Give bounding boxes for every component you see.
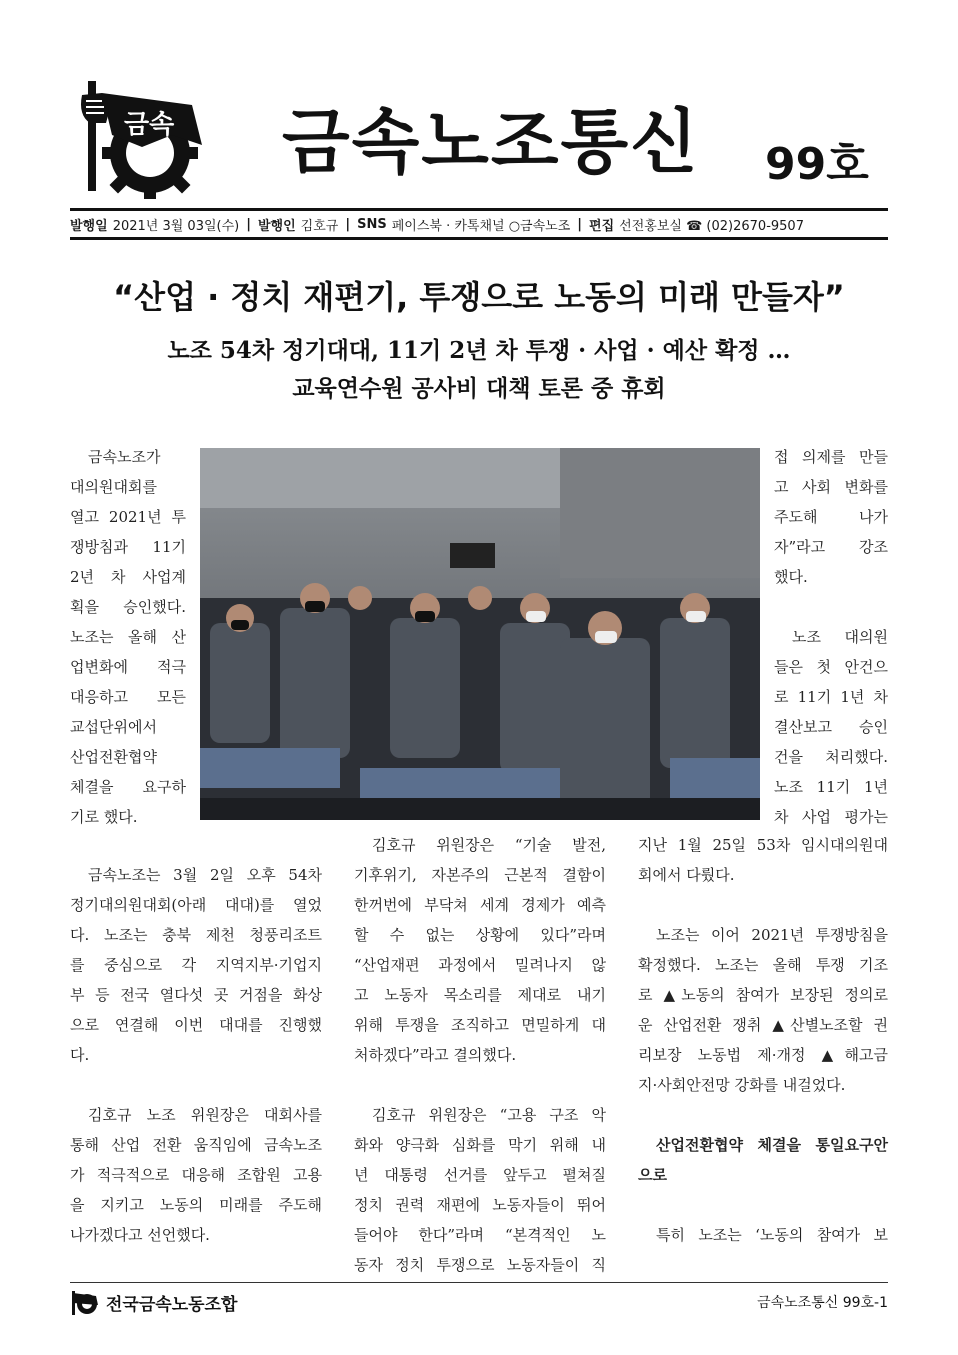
newsletter-title: 금속노조통신 [282, 101, 700, 183]
text-line: 노조 대의원 [792, 628, 888, 646]
column-right-narrow [774, 442, 888, 832]
text-line: 한꺼번에 부닥쳐 세계 경제가 예측 [354, 896, 606, 914]
date-value: 2021년 3월 03일(수) [112, 218, 240, 234]
text-line: 동자 정치 투쟁으로 노동자들이 직 [354, 1256, 606, 1274]
text-line: 고 사회 변화를 [774, 478, 888, 496]
text-line: 확정했다. 노조는 올해 투쟁 기조 [638, 956, 888, 974]
text-line: 노조는 올해 산 [70, 628, 186, 646]
blank-line [354, 1070, 606, 1100]
publisher-value: 김호규 [300, 218, 339, 234]
date-label: 발행일 [70, 218, 108, 234]
text-line: 교섭단위에서 [70, 718, 157, 736]
text-line: 체결을 요구하 [70, 778, 186, 796]
subheadline-2: 교육연수원 공사비 대책 토론 중 휴회 [292, 375, 666, 402]
text-line: 건을 처리했다. [774, 748, 888, 766]
publisher-label: 발행인 [257, 218, 296, 234]
text-line: 처하겠다”라고 결의했다. [354, 1046, 517, 1064]
issue-number: 99호 [765, 139, 869, 190]
text-line: 정치 권력 재편에 노동자들이 뛰어 [354, 1196, 606, 1214]
text-line: 지·사회안전망 강화를 내걸었다. [638, 1076, 846, 1094]
text-line: 가 적극적으로 대응해 조합원 고용 [70, 1166, 322, 1184]
text-line: 부 등 전국 열다섯 곳 거점을 화상 [70, 986, 322, 1004]
column-right-wide [638, 830, 888, 1250]
text-line: 회에서 다뤘다. [638, 866, 735, 884]
text-line: 들은 첫 안건으 [774, 658, 888, 676]
text-line: 지난 1월 25일 53차 임시대의원대 [638, 836, 888, 854]
union-logo-small-icon [70, 1291, 100, 1315]
blank-line [70, 1070, 322, 1100]
text-line: 김호규 위원장은 “고용 구조 악 [372, 1106, 606, 1124]
text-line: 쟁방침과 11기 [70, 538, 186, 556]
union-logo [72, 75, 212, 200]
section-subtitle: 산업전환협약 체결을 통일요구안 [656, 1136, 888, 1154]
sns-label: SNS [357, 216, 387, 232]
text-line: 특히 노조는 ‘노동의 참여가 보 [656, 1226, 888, 1244]
text-line: 김호규 위원장은 “기술 발전, [372, 836, 606, 854]
svg-text:금속: 금속 [124, 110, 175, 140]
footer-org-name: 전국금속노동조합 [106, 1295, 238, 1315]
blank-line [774, 592, 888, 622]
text-line: 대의원대회를 [70, 478, 157, 496]
meeting-photo [200, 448, 760, 820]
editor-label: 편집 [589, 218, 615, 234]
column-left-wide [70, 860, 322, 1250]
text-line: 다. 노조는 충북 제천 청풍리조트 [70, 926, 322, 944]
text-line: 할 수 없는 상황에 있다”라며 [354, 926, 606, 944]
text-line: 노조는 이어 2021년 투쟁방침을 [656, 926, 888, 944]
text-line: 대응하고 모든 [70, 688, 186, 706]
masthead [0, 0, 958, 205]
separator: | [577, 216, 583, 232]
text-line: 년 대통령 선거를 앞두고 펼쳐질 [354, 1166, 606, 1184]
text-line: 통해 산업 전환 움직임에 금속노조 [70, 1136, 322, 1154]
text-line: 로 11기 1년 차 [774, 688, 888, 706]
column-middle [354, 830, 606, 1280]
text-line: 다. [70, 1046, 90, 1064]
section-subtitle: 으로 [638, 1166, 667, 1184]
text-line: 를 중심으로 각 지역지부·기업지 [70, 956, 322, 974]
text-line: 운 산업전환 쟁취 ▲산별노조할 권 [638, 1016, 888, 1034]
text-line: 금속노조가 [88, 448, 161, 466]
text-line: 결산보고 승인 [774, 718, 888, 736]
text-line: 으로 연결해 이번 대대를 진행했 [70, 1016, 322, 1034]
text-line: 2년 차 사업계 [70, 568, 186, 586]
text-line: 획을 승인했다. [70, 598, 186, 616]
column-left-narrow [70, 442, 186, 832]
text-line: 산업전환협약 [70, 748, 157, 766]
text-line: 위해 투쟁을 조직하고 면밀하게 대 [354, 1016, 606, 1034]
text-line: 고 노동자 목소리를 제대로 내기 [354, 986, 606, 1004]
text-line: 나가겠다고 선언했다. [70, 1226, 210, 1244]
sns-value: 페이스북 · 카톡채널 ○금속노조 [391, 218, 571, 234]
text-line: 업변화에 적극 [70, 658, 186, 676]
text-line: 로 ▲노동의 참여가 보장된 정의로 [638, 986, 888, 1004]
text-line: 자”라고 강조 [774, 538, 888, 556]
subheadline-1: 노조 54차 정기대대, 11기 2년 차 투쟁 · 사업 · 예산 확정 … [167, 337, 791, 364]
blank-line [638, 1190, 888, 1220]
text-line: 열고 2021년 투 [70, 508, 186, 526]
text-line: 금속노조는 3월 2일 오후 54차 [88, 866, 322, 884]
headline: “산업 · 정치 재편기, 투쟁으로 노동의 미래 만들자” [113, 278, 845, 316]
publication-info-bar [70, 208, 888, 240]
editor-value: 선전홍보실 ☎ (02)2670-9507 [619, 218, 804, 234]
text-line: “산업재편 과정에서 밀려나지 않 [354, 956, 606, 974]
text-line: 접 의제를 만들 [774, 448, 888, 466]
blank-line [638, 890, 888, 920]
text-line: 들어야 한다”라며 “본격적인 노 [354, 1226, 606, 1244]
text-line: 차 사업 평가는 [774, 808, 888, 826]
text-line: 노조 11기 1년 [774, 778, 888, 796]
text-line: 김호규 노조 위원장은 대회사를 [88, 1106, 322, 1124]
footer-org [70, 1290, 237, 1315]
text-line: 기후위기, 자본주의 근본적 결함이 [354, 866, 606, 884]
text-line: 기로 했다. [70, 808, 138, 826]
blank-line [638, 1100, 888, 1130]
text-line: 화와 양극화 심화를 막기 위해 내 [354, 1136, 606, 1154]
text-line: 주도해 나가 [774, 508, 888, 526]
separator: | [246, 216, 251, 232]
text-line: 정기대의원대회(아래 대대)를 열었 [70, 896, 322, 914]
text-line: 을 지키고 노동의 미래를 주도해 [70, 1196, 322, 1214]
text-line: 했다. [774, 568, 808, 586]
separator: | [345, 216, 351, 232]
page-label: 금속노조통신 99호-1 [757, 1295, 888, 1311]
footer-divider [70, 1282, 888, 1283]
text-line: 리보장 노동법 제·개정 ▲해고금 [638, 1046, 888, 1064]
